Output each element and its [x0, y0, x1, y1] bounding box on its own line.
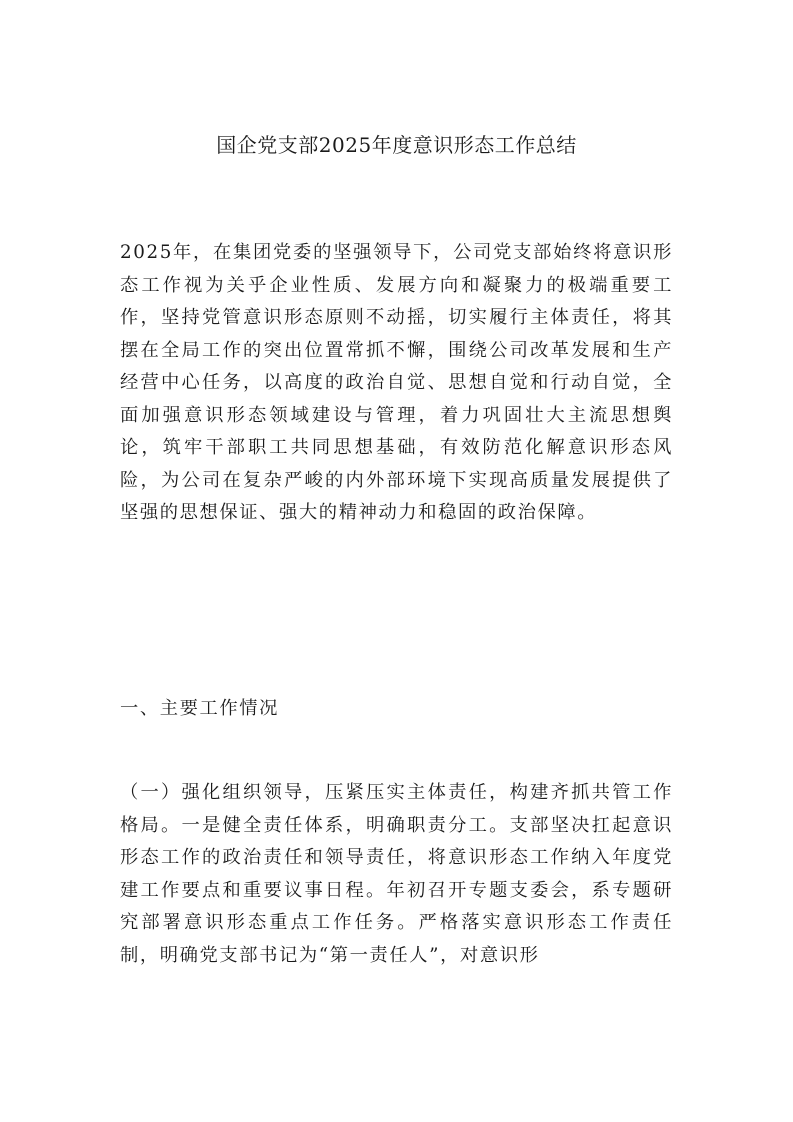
intro-paragraph: 2025年，在集团党委的坚强领导下，公司党支部始终将意识形态工作视为关乎企业性质、发展方向和凝聚力的极端重要工作，坚持党管意识形态原则不动摇，切实履行主体责任，将其摆在全局工作的突出位置常抓不懈，围绕公司改革发展和生产经营中心任务，以高度的政治自觉、思想自觉和行动自觉，全面加强意识形态领域建设与管理，着力巩固壮大主流思想舆论，筑牢干部职工共同思想基础，有效防范化解意识形态风险，为公司在复杂严峻的内外部环境下实现高质量发展提供了坚强的思想保证、强大的精神动力和稳固的政治保障。: [120, 242, 673, 523]
section-heading: 一、主要工作情况: [120, 698, 280, 719]
document-title: 国企党支部2025年度意识形态工作总结: [216, 133, 577, 157]
body-paragraph: （一）强化组织领导，压紧压实主体责任，构建齐抓共管工作格局。一是健全责任体系，明确职责分工。支部坚决扛起意识形态工作的政治责任和领导责任，将意识形态工作纳入年度党建工作要点和重要议事日程。年初召开专题支委会，系专题研究部署意识形态重点工作任务。严格落实意识形态工作责任制，明确党支部书记为“第一责任人”，对意识形: [120, 782, 673, 966]
